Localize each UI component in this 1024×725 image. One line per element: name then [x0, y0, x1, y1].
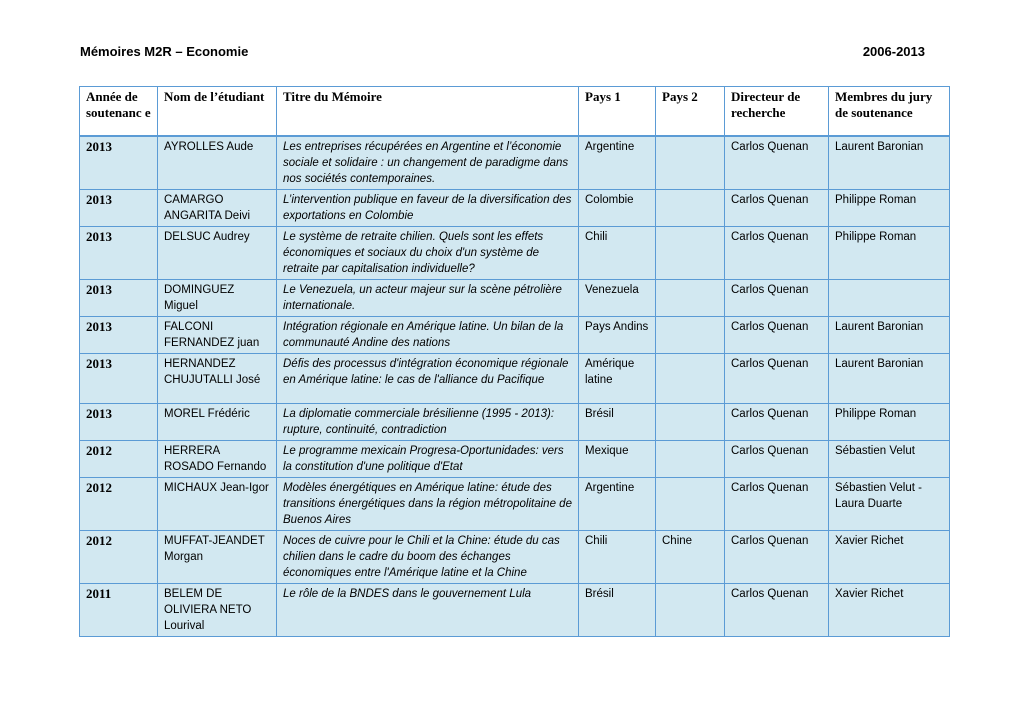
pays2-cell: Chine [656, 531, 725, 584]
director-cell: Carlos Quenan [725, 136, 829, 190]
pays2-cell [656, 478, 725, 531]
student-name-cell: DOMINGUEZ Miguel [158, 280, 277, 317]
student-name-cell: MUFFAT-JEANDET Morgan [158, 531, 277, 584]
director-cell: Carlos Quenan [725, 190, 829, 227]
student-name-cell: CAMARGO ANGARITA Deivi [158, 190, 277, 227]
table-row [80, 136, 950, 190]
year-cell: 2013 [80, 227, 158, 280]
thesis-title-cell: Noces de cuivre pour le Chili et la Chine: étude du cas chilien dans le cadre du boom des échanges économiques entre l'Amérique latine et la Chine [277, 531, 579, 584]
pays1-cell: Amérique latine [579, 354, 656, 404]
student-name-cell: HERRERA ROSADO Fernando [158, 441, 277, 478]
year-cell: 2012 [80, 478, 158, 531]
jury-cell: Sébastien Velut [829, 441, 950, 478]
table-row [80, 317, 950, 354]
pays2-cell [656, 584, 725, 637]
thesis-title-cell: Le rôle de la BNDES dans le gouvernement Lula [277, 584, 579, 637]
pays1-cell: Venezuela [579, 280, 656, 317]
table-row [80, 404, 950, 441]
table-row [80, 441, 950, 478]
page-header [80, 44, 925, 59]
year-cell: 2013 [80, 190, 158, 227]
director-cell: Carlos Quenan [725, 584, 829, 637]
col-pays1-header: Pays 1 [579, 87, 656, 137]
table-row [80, 227, 950, 280]
table-row [80, 354, 950, 404]
table-row [80, 190, 950, 227]
pays1-cell: Chili [579, 531, 656, 584]
jury-cell: Philippe Roman [829, 227, 950, 280]
director-cell: Carlos Quenan [725, 478, 829, 531]
jury-cell: Sébastien Velut - Laura Duarte [829, 478, 950, 531]
student-name-cell: HERNANDEZ CHUJUTALLI José [158, 354, 277, 404]
col-directeur-header: Directeur de recherche [725, 87, 829, 137]
year-cell: 2013 [80, 404, 158, 441]
director-cell: Carlos Quenan [725, 404, 829, 441]
jury-cell: Laurent Baronian [829, 354, 950, 404]
student-name-cell: DELSUC Audrey [158, 227, 277, 280]
year-cell: 2013 [80, 317, 158, 354]
jury-cell: Laurent Baronian [829, 136, 950, 190]
col-pays2-header: Pays 2 [656, 87, 725, 137]
jury-cell: Xavier Richet [829, 531, 950, 584]
header-row [80, 87, 950, 137]
col-jury-header: Membres du jury de soutenance [829, 87, 950, 137]
pays2-cell [656, 190, 725, 227]
director-cell: Carlos Quenan [725, 317, 829, 354]
thesis-title-cell: Le Venezuela, un acteur majeur sur la scène pétrolière internationale. [277, 280, 579, 317]
thesis-title-cell: Les entreprises récupérées en Argentine et l’économie sociale et solidaire : un changement de paradigme dans nos sociétés contemporaines. [277, 136, 579, 190]
thesis-title-cell: Le système de retraite chilien. Quels sont les effets économiques et sociaux du choix d'un système de retraite par capitalisation individuelle? [277, 227, 579, 280]
col-annee-header: Année de soutenanc e [80, 87, 158, 137]
thesis-title-cell: L’intervention publique en faveur de la diversification des exportations en Colombie [277, 190, 579, 227]
thesis-title-cell: La diplomatie commerciale brésilienne (1995 - 2013): rupture, continuité, contradiction [277, 404, 579, 441]
pays2-cell [656, 136, 725, 190]
pays1-cell: Mexique [579, 441, 656, 478]
table-row [80, 531, 950, 584]
pays1-cell: Pays Andins [579, 317, 656, 354]
pays2-cell [656, 280, 725, 317]
year-cell: 2012 [80, 441, 158, 478]
pays2-cell [656, 317, 725, 354]
student-name-cell: BELEM DE OLIVIERA NETO Lourival [158, 584, 277, 637]
table-body [80, 136, 950, 637]
thesis-title-cell: Défis des processus d'intégration économique régionale en Amérique latine: le cas de l'alliance du Pacifique [277, 354, 579, 404]
year-cell: 2011 [80, 584, 158, 637]
table-row [80, 478, 950, 531]
year-cell: 2013 [80, 136, 158, 190]
pays1-cell: Brésil [579, 584, 656, 637]
jury-cell [829, 280, 950, 317]
table-row [80, 584, 950, 637]
col-titre-header: Titre du Mémoire [277, 87, 579, 137]
memoires-table [79, 86, 950, 637]
thesis-title-cell: Le programme mexicain Progresa-Oportunidades: vers la constitution d'une politique d'Etat [277, 441, 579, 478]
pays1-cell: Argentine [579, 478, 656, 531]
jury-cell: Xavier Richet [829, 584, 950, 637]
student-name-cell: MOREL Frédéric [158, 404, 277, 441]
pays2-cell [656, 404, 725, 441]
year-cell: 2013 [80, 280, 158, 317]
year-cell: 2012 [80, 531, 158, 584]
director-cell: Carlos Quenan [725, 354, 829, 404]
pays1-cell: Chili [579, 227, 656, 280]
pays1-cell: Argentine [579, 136, 656, 190]
pays1-cell: Colombie [579, 190, 656, 227]
date-range: 2006-2013 [862, 44, 925, 59]
pays1-cell: Brésil [579, 404, 656, 441]
pays2-cell [656, 227, 725, 280]
pays2-cell [656, 441, 725, 478]
col-nom-header: Nom de l’étudiant [158, 87, 277, 137]
pays2-cell [656, 354, 725, 404]
page-title: Mémoires M2R – Economie [80, 44, 249, 59]
director-cell: Carlos Quenan [725, 531, 829, 584]
director-cell: Carlos Quenan [725, 441, 829, 478]
student-name-cell: FALCONI FERNANDEZ juan [158, 317, 277, 354]
jury-cell: Philippe Roman [829, 190, 950, 227]
thesis-title-cell: Intégration régionale en Amérique latine. Un bilan de la communauté Andine des nations [277, 317, 579, 354]
jury-cell: Philippe Roman [829, 404, 950, 441]
student-name-cell: MICHAUX Jean-Igor [158, 478, 277, 531]
table-row [80, 280, 950, 317]
director-cell: Carlos Quenan [725, 227, 829, 280]
jury-cell: Laurent Baronian [829, 317, 950, 354]
student-name-cell: AYROLLES Aude [158, 136, 277, 190]
director-cell: Carlos Quenan [725, 280, 829, 317]
thesis-title-cell: Modèles énergétiques en Amérique latine: étude des transitions énergétiques dans la région métropolitaine de Buenos Aires [277, 478, 579, 531]
year-cell: 2013 [80, 354, 158, 404]
